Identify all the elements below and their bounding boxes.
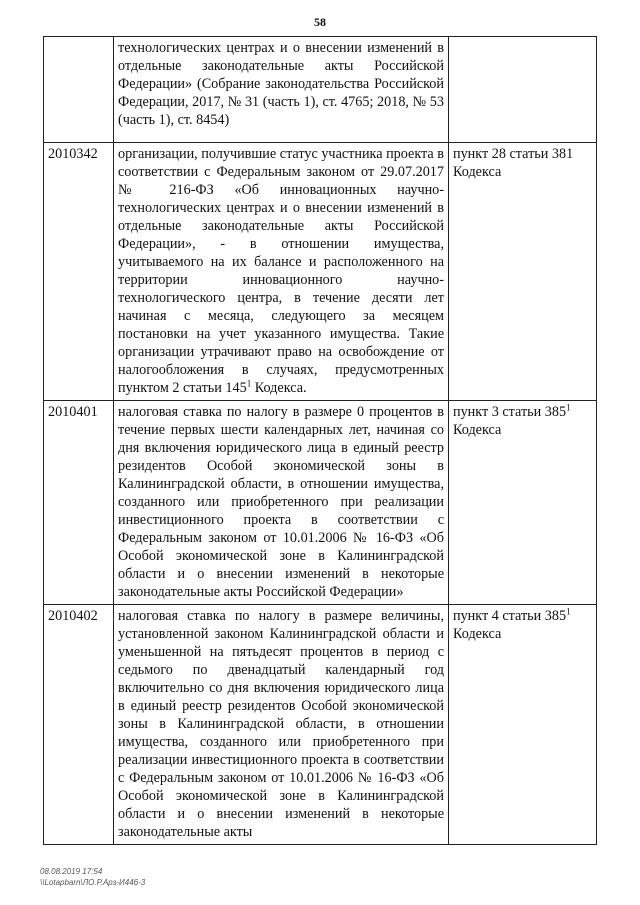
- reference-cell: [449, 401, 597, 605]
- tax-code-table: [43, 36, 597, 845]
- description-cell: [114, 605, 449, 845]
- description-cell: [114, 37, 449, 143]
- reference-cell: [449, 37, 597, 143]
- description-text: организации, получившие статус участника проекта в соответствии с Федеральным законом от 29.07.2017 № 216-ФЗ «Об инновационных научно-технологических центрах и о внесении изменений в отдельные законодательные акты Российской Федерации», - в отношении имущества, учитываемого на их балансе и расположенного на территории инновационного научно-технологического центра, в течение десяти лет начиная с месяца, следующего за месяцем постановки на учет указанного имущества. Такие организации утрачивают право на освобождение от налогообложения в случаях, предусмотренных пунктом 2 статьи 145: [118, 146, 444, 396]
- description-text: налоговая ставка по налогу в размере величины, установленной законом Калининградской области и уменьшенной на пятьдесят процентов в период с седьмого по двенадцатый календарный год включительно со дня включения юридического лица в единый реестр резидентов Особой экономической зоны в Калининградской области, в отношении имущества, созданного или приобретенного при реализации инвестиционного проекта в соответствии с Федеральным законом от 10.01.2006 № 16-ФЗ «Об Особой экономической зоне в Калининградской области и о внесении изменений в некоторые законодательные акты: [118, 608, 444, 840]
- document-footer: [40, 866, 145, 888]
- footer-timestamp: 08.08.2019 17:54: [40, 867, 103, 876]
- reference-text-tail: Кодекса: [453, 422, 502, 438]
- table-row: [44, 401, 597, 605]
- footer-file-path: \\Lotapbarn\ЛО.Р.Арз-И446-3: [40, 878, 146, 887]
- reference-cell: [449, 605, 597, 845]
- code-cell: 2010401: [44, 401, 114, 605]
- page-number: 58: [314, 15, 326, 29]
- reference-text-tail: Кодекса: [453, 626, 502, 642]
- description-text: технологических центрах и о внесении изменений в отдельные законодательные акты Российской Федерации» (Собрание законодательства Российской Федерации, 2017, № 31 (часть 1), ст. 4765; 2018, № 53 (часть 1), ст. 8454): [118, 40, 444, 128]
- superscript-mark: 1: [566, 402, 571, 413]
- reference-text: пункт 4 статьи 385: [453, 608, 567, 624]
- table-row: [44, 37, 597, 143]
- superscript-mark: 1: [566, 606, 571, 617]
- code-cell: 2010402: [44, 605, 114, 845]
- table-row: [44, 143, 597, 401]
- description-text-tail: Кодекса.: [251, 380, 307, 396]
- code-cell: 2010342: [44, 143, 114, 401]
- reference-text: пункт 3 статьи 385: [453, 404, 567, 420]
- code-cell: [44, 37, 114, 143]
- table-row: [44, 605, 597, 845]
- description-cell: [114, 401, 449, 605]
- reference-cell: [449, 143, 597, 401]
- superscript-mark: 1: [246, 378, 252, 389]
- description-cell: [114, 143, 449, 401]
- reference-text: пункт 28 статьи 381 Кодекса: [453, 146, 574, 180]
- description-text: налоговая ставка по налогу в размере 0 процентов в течение первых шести календарных лет, начиная со дня включения юридического лица в единый реестр резидентов Особой экономической зоны в Калининградской области, в отношении имущества, созданного или приобретенного при реализации инвестиционного проекта в соответствии с Федеральным законом от 10.01.2006 № 16-ФЗ «Об Особой экономической зоне в Калининградской области и о внесении изменений в некоторые законодательные акты Российской Федерации»: [118, 404, 444, 600]
